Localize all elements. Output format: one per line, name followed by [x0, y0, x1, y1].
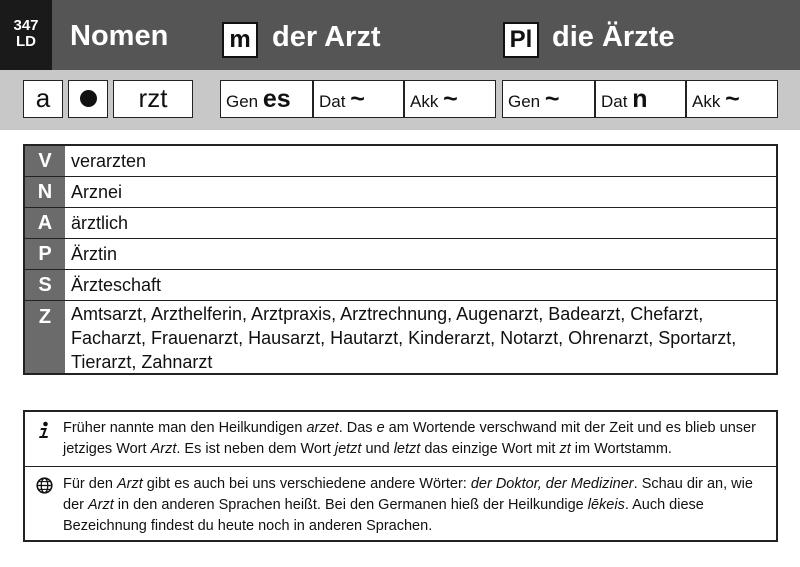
case-cell-singular-gen: [220, 80, 313, 118]
notes-divider: [25, 466, 776, 467]
forms-band: [0, 70, 800, 130]
table-row: [25, 239, 776, 270]
note-emphasis: jetzt: [334, 441, 362, 457]
note-emphasis: letzt: [393, 441, 421, 457]
case-ending: n: [632, 85, 648, 113]
note-text: und: [361, 441, 394, 457]
note-text: . Auch diese Bezeichnung findest du heute noch in anderen Sprachen.: [63, 497, 704, 534]
globe-icon: [36, 477, 53, 501]
card-number-line2: LD: [16, 33, 36, 50]
note-text: . Schau dir an, wie der: [63, 476, 753, 513]
row-letter: S: [38, 274, 52, 296]
word-class-title: Nomen: [70, 20, 169, 52]
note-text: gibt es auch bei uns verschiedene andere Wörter:: [142, 476, 471, 492]
case-label: Gen: [508, 92, 541, 111]
card-number-line1: 347: [13, 17, 39, 34]
case-label: Dat: [601, 92, 628, 111]
related-words-table: [23, 144, 778, 375]
note-emphasis: der Doktor, der Mediziner: [470, 476, 634, 492]
row-letter: Z: [38, 306, 52, 328]
case-ending: ~: [443, 85, 458, 113]
row-text: Ärzteschaft: [71, 275, 162, 295]
case-ending: ~: [350, 85, 365, 113]
note-text: . Das: [338, 420, 377, 436]
syllable-dot-icon: [80, 90, 97, 107]
row-text: Amtsarzt, Arzthelferin, Arztpraxis, Arztrechnung, Augenarzt, Badearzt, Chefarzt, Facharzt, Frauenarzt, Hausarzt, Hautarzt, Kinderarzt, Notarzt, Ohrenarzt, Sportarzt, Tierarzt, Zahnarzt: [71, 304, 737, 372]
table-row: [25, 208, 776, 239]
note-emphasis: Arzt: [150, 441, 177, 457]
table-row: [25, 301, 776, 373]
note-text: im Wortstamm.: [570, 441, 672, 457]
info-note: [25, 418, 776, 460]
plural-marker-box: Pl: [503, 22, 539, 58]
header-band: [0, 0, 800, 70]
case-cell-singular-akk: [404, 80, 496, 118]
singular-form: der Arzt: [272, 21, 381, 53]
row-letter: P: [38, 243, 52, 265]
case-cell-singular-dat: [313, 80, 404, 118]
note-emphasis: Arzt: [88, 497, 114, 513]
case-cell-plural-dat: [595, 80, 686, 118]
note-emphasis: zt: [559, 441, 571, 457]
case-label: Akk: [410, 92, 439, 111]
case-label: Gen: [226, 92, 259, 111]
row-text: Ärztin: [71, 244, 118, 264]
note-emphasis: arzet: [306, 420, 339, 436]
syllable-box: rzt: [113, 80, 193, 118]
case-label: Akk: [692, 92, 721, 111]
note-text: Früher nannte man den Heilkundigen: [63, 420, 307, 436]
case-ending: es: [262, 85, 291, 113]
table-row: [25, 177, 776, 208]
notes-box: [23, 410, 778, 542]
row-text: verarzten: [71, 151, 147, 171]
note-emphasis: Arzt: [117, 476, 143, 492]
case-label: Dat: [319, 92, 346, 111]
case-cell-plural-gen: [502, 80, 595, 118]
row-letter: V: [38, 150, 52, 172]
info-icon: [36, 421, 52, 446]
gender-marker-box: m: [222, 22, 258, 58]
note-text: in den anderen Sprachen heißt. Bei den Germanen hieß der Heilkundige: [113, 497, 588, 513]
syllable-box: a: [23, 80, 63, 118]
note-emphasis: e: [376, 420, 385, 436]
note-text: das einzige Wort mit: [420, 441, 560, 457]
world-note: [25, 474, 776, 537]
note-text: Für den: [63, 476, 117, 492]
note-text: am Wortende verschwand mit der Zeit und es blieb unser jetziges Wort: [63, 420, 756, 457]
table-row: [25, 270, 776, 301]
row-letter: N: [37, 181, 53, 203]
row-letter: A: [37, 212, 53, 234]
row-text: Arznei: [71, 182, 123, 202]
table-row: [25, 146, 776, 177]
case-ending: ~: [544, 85, 560, 113]
row-text: ärztlich: [71, 213, 129, 233]
syllable-dot-box: [68, 80, 108, 118]
case-ending: ~: [725, 85, 740, 113]
case-cell-plural-akk: [686, 80, 778, 118]
plural-form: die Ärzte: [552, 21, 675, 53]
note-text: . Es ist neben dem Wort: [176, 441, 335, 457]
note-emphasis: lēkeis: [587, 497, 625, 513]
card-number: [0, 0, 52, 70]
